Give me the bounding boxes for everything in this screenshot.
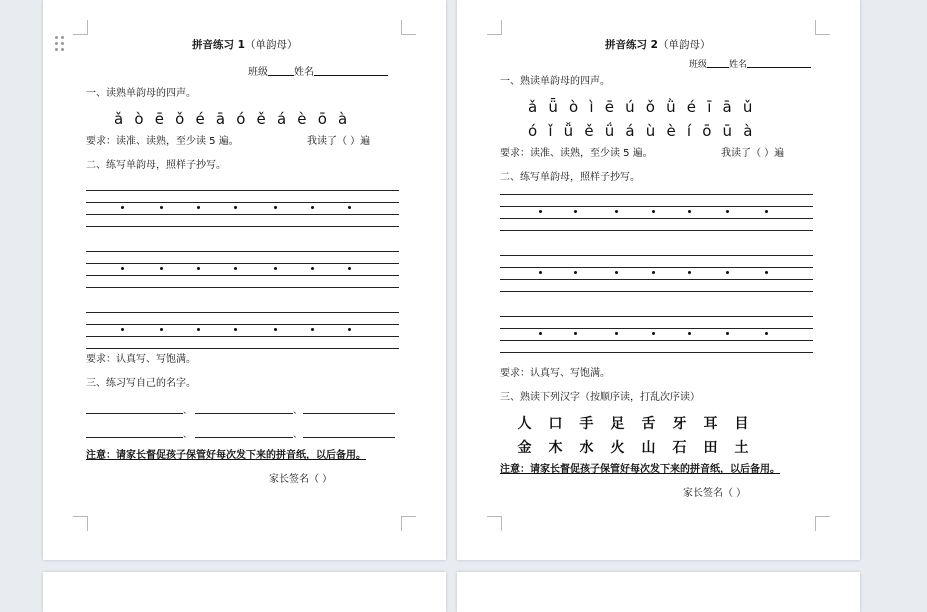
grid-dot (311, 206, 314, 209)
title-subtitle: （单韵母） (244, 39, 298, 51)
parent-notice: 注意：请家长督促孩子保管好每次发下来的拼音纸，以后备用。 (86, 450, 366, 461)
grid-dot (121, 206, 124, 209)
name-label: 姓名 (294, 67, 314, 78)
pinyin-tones-line: ǎ ò ē ǒ é ā ó ě á è ō à (114, 110, 351, 128)
pinyin-tones-line-2: ó ǐ ǚ ě ǘ á ù è í ō ū à (528, 122, 756, 140)
grid-dot (688, 332, 691, 335)
title-subtitle: （单韵母） (657, 39, 711, 51)
grid-dot (348, 328, 351, 331)
section-2-heading: 二、练写单韵母，照样子抄写。 (500, 172, 640, 183)
grid-dot (197, 328, 200, 331)
title-text: 拼音练习 1 (192, 39, 245, 51)
name-blank (314, 65, 388, 76)
class-label: 班级 (248, 67, 268, 78)
section-2-heading: 二、练写单韵母，照样子抄写。 (86, 160, 226, 171)
grid-dot (615, 271, 618, 274)
crop-mark-bottom-left (73, 516, 88, 531)
grid-dot (688, 271, 691, 274)
name-writing-blank[interactable] (303, 437, 395, 438)
grid-dot (539, 332, 542, 335)
grid-dot (726, 210, 729, 213)
class-blank (268, 65, 294, 76)
grid-dot (348, 206, 351, 209)
hanzi-row-2 (509, 440, 757, 456)
document-page-1: 拼音练习 1（单韵母） 班级 姓名 一、读熟单韵母的四声。 ǎ ò ē ǒ é ā ó ě á è ō à 要求：读准、读熟，至少读 5 遍。 我读了（ ）遍 二、练写单韵母，照样子抄写。 要求：认真写、写饱满。 三、练习写自己的名字。 、 、 、 、 注意：请家长督促孩子保管好每次发下来的拼音纸，以后备用。 家长签名（ ） (43, 0, 446, 560)
crop-mark-top-right (401, 20, 416, 35)
hanzi-char: 山 (641, 440, 656, 456)
section-1-heading: 一、熟读单韵母的四声。 (500, 76, 610, 87)
grid-dot (311, 267, 314, 270)
document-page-4-top (457, 572, 860, 612)
pinyin-writing-grid-3[interactable] (86, 312, 399, 349)
grid-dot (160, 267, 163, 270)
reading-requirement: 要求：读准、读熟，至少读 5 遍。 (86, 136, 239, 147)
hanzi-char: 足 (610, 416, 625, 432)
hanzi-char: 水 (579, 440, 594, 456)
section-3-heading: 三、熟读下列汉字（按顺序读，打乱次序读） (500, 392, 700, 403)
grid-dot (574, 271, 577, 274)
title-text: 拼音练习 2 (605, 39, 658, 51)
grid-dot (652, 210, 655, 213)
grid-dot (234, 267, 237, 270)
crop-mark-bottom-right (401, 516, 416, 531)
grid-dot (688, 210, 691, 213)
grid-dot (574, 210, 577, 213)
crop-mark-top-left (487, 20, 502, 35)
pinyin-writing-grid-2[interactable] (500, 255, 813, 292)
grid-dot (234, 328, 237, 331)
name-writing-blank[interactable] (303, 413, 395, 414)
crop-mark-bottom-right (815, 516, 830, 531)
parent-signature: 家长签名（ ） (269, 474, 333, 485)
grid-dot (274, 328, 277, 331)
grid-dot (234, 206, 237, 209)
reading-count: 我读了（ ）遍 (307, 136, 371, 147)
hanzi-char: 火 (610, 440, 625, 456)
grid-dot (274, 267, 277, 270)
grid-dot (652, 271, 655, 274)
hanzi-char: 木 (548, 440, 563, 456)
grid-dot (726, 271, 729, 274)
pinyin-writing-grid-3[interactable] (500, 316, 813, 353)
hanzi-char: 舌 (641, 416, 656, 432)
pinyin-writing-grid-1[interactable] (86, 190, 399, 227)
hanzi-char: 目 (734, 416, 749, 432)
pinyin-writing-grid-1[interactable] (500, 194, 813, 231)
name-writing-blank[interactable] (86, 437, 183, 438)
name-blank (747, 58, 811, 68)
grid-dot (160, 206, 163, 209)
grid-dot (615, 332, 618, 335)
document-page-2 (457, 0, 860, 560)
grid-dot (765, 332, 768, 335)
grid-dot (539, 271, 542, 274)
hanzi-char: 土 (734, 440, 749, 456)
class-label: 班级 (689, 60, 708, 70)
parent-signature: 家长签名（ ） (683, 488, 747, 499)
crop-mark-top-right (815, 20, 830, 35)
page-title (192, 39, 297, 51)
grid-dot (274, 206, 277, 209)
name-writing-blank[interactable] (86, 413, 183, 414)
parent-notice: 注意：请家长督促孩子保管好每次发下来的拼音纸，以后备用。 (500, 464, 780, 475)
grid-dot (765, 210, 768, 213)
name-writing-blank[interactable] (195, 413, 293, 414)
grid-dot (726, 332, 729, 335)
document-page-3-top (43, 572, 446, 612)
grid-dot (348, 267, 351, 270)
hanzi-char: 手 (579, 416, 594, 432)
page-title (605, 39, 710, 51)
drag-handle-icon[interactable] (55, 36, 65, 52)
pinyin-writing-grid-2[interactable] (86, 251, 399, 288)
reading-count: 我读了（ ）遍 (721, 148, 785, 159)
name-writing-blank[interactable] (195, 437, 293, 438)
grid-dot (160, 328, 163, 331)
grid-dot (652, 332, 655, 335)
name-label: 姓名 (729, 60, 748, 70)
grid-dot (311, 328, 314, 331)
grid-dot (121, 328, 124, 331)
hanzi-char: 石 (672, 440, 687, 456)
class-blank (707, 58, 729, 68)
section-1-heading: 一、读熟单韵母的四声。 (86, 88, 196, 99)
hanzi-char: 耳 (703, 416, 718, 432)
writing-requirement: 要求：认真写、写饱满。 (500, 368, 610, 379)
hanzi-char: 牙 (672, 416, 687, 432)
hanzi-char: 口 (548, 416, 563, 432)
section-3-heading: 三、练习写自己的名字。 (86, 378, 196, 389)
hanzi-char: 人 (517, 416, 532, 432)
crop-mark-top-left (73, 20, 88, 35)
reading-requirement: 要求：读准、读熟，至少读 5 遍。 (500, 148, 653, 159)
grid-dot (121, 267, 124, 270)
student-info-line (689, 58, 811, 71)
grid-dot (539, 210, 542, 213)
hanzi-row-1 (509, 416, 757, 432)
grid-dot (197, 206, 200, 209)
pinyin-tones-line-1: ǎ ǖ ò ì ē ú ǒ ǜ é ī ā ǔ (528, 98, 756, 116)
hanzi-char: 金 (517, 440, 532, 456)
student-info-line (248, 65, 388, 79)
grid-dot (197, 267, 200, 270)
writing-requirement: 要求：认真写、写饱满。 (86, 354, 196, 365)
grid-dot (615, 210, 618, 213)
grid-dot (574, 332, 577, 335)
crop-mark-bottom-left (487, 516, 502, 531)
grid-dot (765, 271, 768, 274)
hanzi-char: 田 (703, 440, 718, 456)
